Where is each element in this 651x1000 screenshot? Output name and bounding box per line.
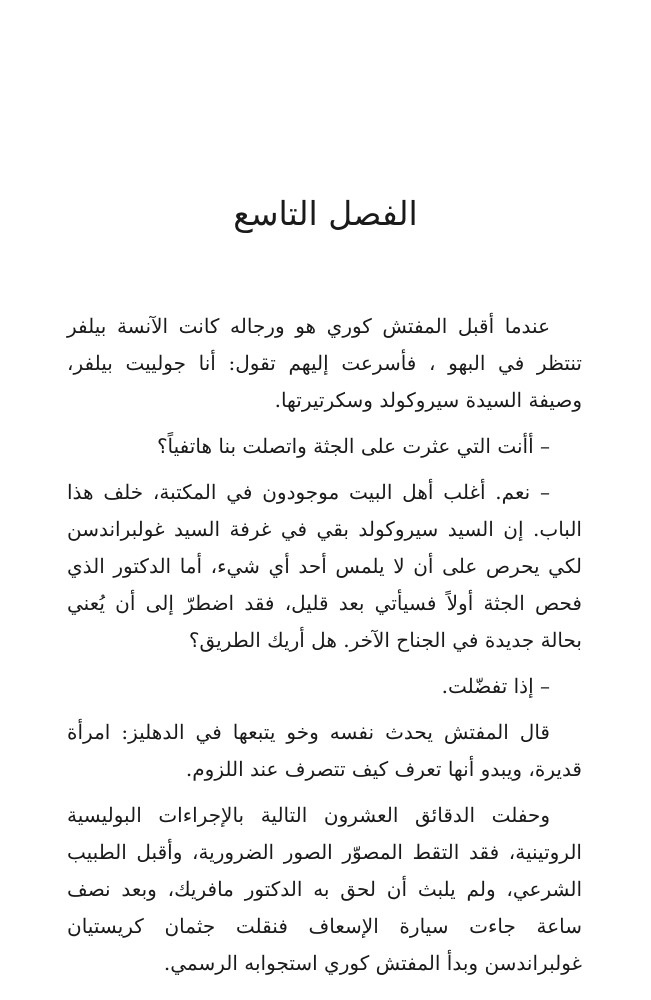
dialogue-answer: – نعم. أغلب أهل البيت موجودون في المكتبة، خلف هذا الباب. إن السيد سيروكولد بقي في غرفة السيد غولبراندسن لكي يحرص على أن لا يلمس أحد أي شيء، أما الدكتور الذي فحص الجثة أولاً فسيأتي بعد قليل، فقد اضطرّ إلى أن يُعني بحالة جديدة في الجناح الآخر. هل أريك الطريق؟ bbox=[67, 480, 582, 652]
paragraph-intro: عندما أقبل المفتش كوري هو ورجاله كانت الآنسة بيلفر تنتظر في البهو ، فأسرعت إليهم تقول: أنا جولييت بيلفر، وصيفة السيدة سيروكولد وسكرتيرتها. bbox=[67, 314, 582, 412]
paragraph-investigation: وحفلت الدقائق العشرون التالية بالإجراءات البوليسية الروتينية، فقد التقط المصوّر الصور الضرورية، وأقبل الطبيب الشرعي، ولم يلبث أن لحق به الدكتور مافريك، وبعد نصف ساعة جاءت سيارة الإسعاف فنقلت جثمان كريستيان غولبراندسن وبدأ المفتش كوري استجوابه الرسمي. bbox=[67, 803, 582, 975]
dialogue-reply: – إذا تفضّلت. bbox=[441, 674, 550, 698]
paragraph-inspector-thought: قال المفتش يحدث نفسه وخو يتبعها في الدهليز: امرأة قديرة، ويبدو أنها تعرف كيف تتصرف عند اللزوم. bbox=[67, 720, 582, 781]
chapter-title: الفصل التاسع bbox=[233, 194, 418, 233]
dialogue-question: – أأنت التي عثرت على الجثة واتصلت بنا هاتفياً؟ bbox=[156, 434, 550, 458]
chapter-body bbox=[67, 308, 582, 991]
